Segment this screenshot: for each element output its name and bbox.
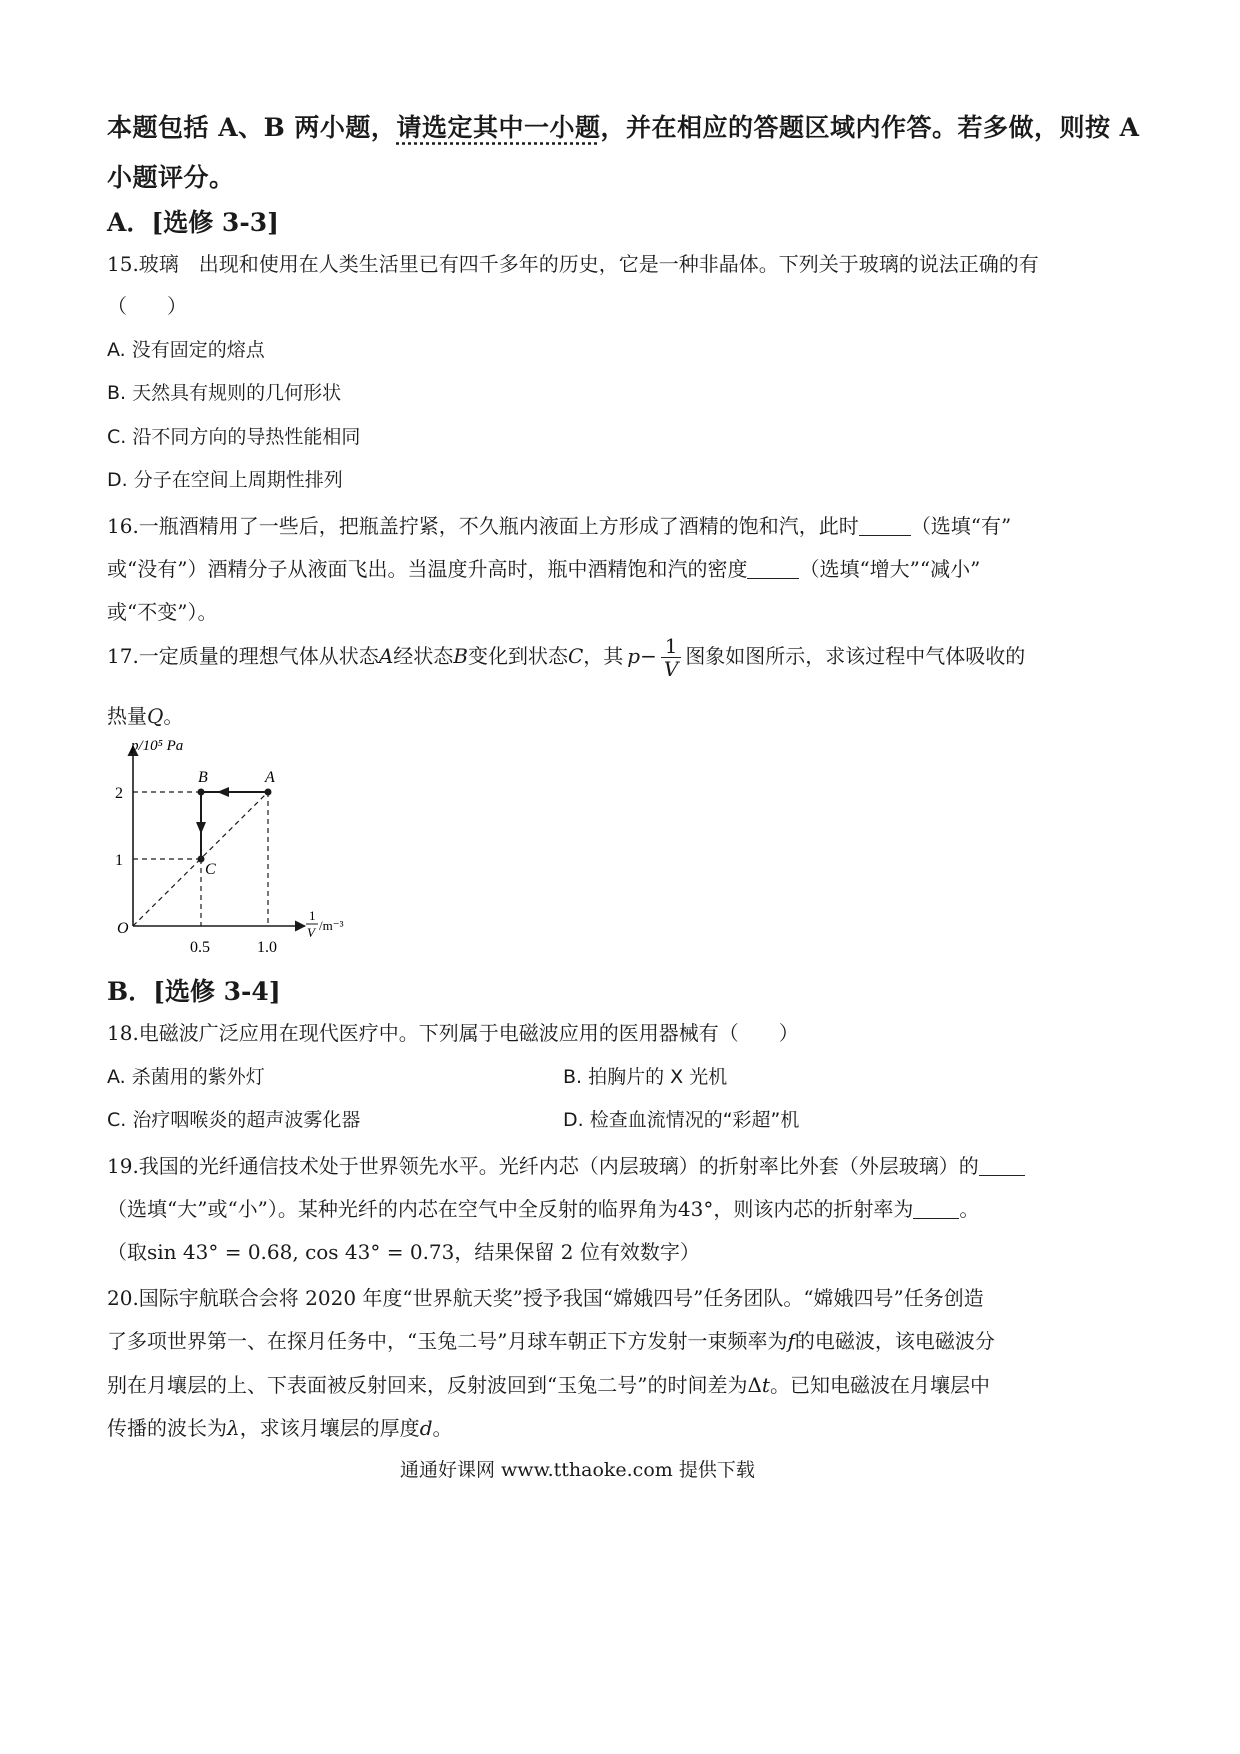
q15-option-b: B. 天然具有规则的几何形状	[107, 382, 342, 404]
q16-line-2	[107, 553, 980, 582]
q17-frac-den: V	[663, 657, 679, 681]
instructions-emphasis: 请选定其中一小题	[396, 113, 601, 142]
q20-line-1: 20.国际宇航联合会将 2020 年度“世界航天奖”授予我国“嫦娥四号”任务团队。“嫦娥四号”任务创造	[107, 1286, 984, 1310]
q20-var-t: t	[761, 1373, 770, 1397]
q16-line-1	[107, 510, 1011, 539]
x-axis-frac-num: 1	[309, 908, 316, 923]
x-axis-frac-den: V	[307, 925, 315, 940]
q17-line-1	[107, 633, 1025, 680]
q18-text: 18.电磁波广泛应用在现代医疗中。下列属于电磁波应用的医用器械有（ ）	[107, 1021, 799, 1045]
arrow-b-to-c	[196, 822, 206, 834]
q18-option-c: C. 治疗咽喉炎的超声波雾化器	[107, 1109, 361, 1131]
q20-text-7: 。	[432, 1416, 453, 1440]
q19-blank-1	[979, 1155, 1025, 1176]
q17-minus: −	[640, 644, 657, 668]
q20-text-3: 别在月壤层的上、下表面被反射回来，反射波回到“玉兔二号”的时间差为Δ	[107, 1373, 762, 1397]
q17-text-5: 图象如图所示，求该过程中气体吸收的	[685, 644, 1026, 668]
instructions-line-1	[107, 108, 1140, 144]
y-axis-label: p/10⁵ Pa	[131, 738, 184, 754]
q16-line-3: 或“不变”）。	[107, 600, 218, 624]
point-a-label: A	[265, 769, 275, 786]
q20-text-4: 。已知电磁波在月壤层中	[769, 1373, 990, 1397]
q18-option-a: A. 杀菌用的紫外灯	[107, 1066, 265, 1088]
q15-option-c: C. 沿不同方向的导热性能相同	[107, 426, 361, 448]
point-c	[198, 856, 205, 863]
q20-line-3	[107, 1369, 990, 1398]
section-b-title: B．[选修 3-4]	[107, 977, 281, 1006]
q20-line-2	[107, 1325, 995, 1354]
q15-option-a: A. 没有固定的熔点	[107, 339, 265, 361]
q18-option-d: D. 检查血流情况的“彩超”机	[563, 1109, 800, 1131]
x-tick-05: 0.5	[190, 939, 210, 956]
q19-line-3: （取sin 43° = 0.68, cos 43° = 0.73，结果保留 2 位有效数字）	[107, 1240, 700, 1264]
q17-pv-graph	[105, 728, 365, 968]
q17-text-1: 17.一定质量的理想气体从状态	[107, 644, 379, 668]
q17-var-q: Q	[147, 704, 164, 728]
q17-text-6: 热量	[107, 704, 147, 728]
q17-p-symbol: p	[627, 644, 641, 668]
point-a	[265, 789, 272, 796]
q16-text-4: （选填“增大”“减小”	[799, 557, 981, 581]
q20-text-1: 了多项世界第一、在探月任务中，“玉兔二号”月球车朝正下方发射一束频率为	[107, 1329, 788, 1353]
q17-fraction	[661, 635, 681, 680]
q16-blank-2	[747, 558, 799, 579]
q19-text-1: 19.我国的光纤通信技术处于世界领先水平。光纤内芯（内层玻璃）的折射率比外套（外层玻璃）的	[107, 1154, 979, 1178]
q16-text-2: （选填“有”	[910, 514, 1012, 538]
q19-blank-2	[913, 1198, 959, 1219]
q16-text-3: 或“没有”）酒精分子从液面飞出。当温度升高时，瓶中酒精饱和汽的密度	[107, 557, 748, 581]
q16-text-1: 16.一瓶酒精用了一些后，把瓶盖拧紧，不久瓶内液面上方形成了酒精的饱和汽，此时	[107, 514, 859, 538]
q17-line-2	[107, 700, 183, 729]
q17-frac-num: 1	[661, 635, 681, 658]
q17-text-3: 变化到状态	[467, 644, 568, 668]
y-tick-2: 2	[115, 785, 123, 802]
q17-text-2: 经状态	[393, 644, 454, 668]
q19-text-2: （选填“大”或“小”）。某种光纤的内芯在空气中全反射的临界角为43°，则该内芯的折射率为	[107, 1197, 914, 1221]
q20-var-d: d	[419, 1416, 433, 1440]
q19-line-1	[107, 1150, 1025, 1179]
q20-text-5: 传播的波长为	[107, 1416, 227, 1440]
q15-text: 15.玻璃 出现和使用在人类生活里已有四千多年的历史，它是一种非晶体。下列关于玻璃的说法正确的有	[107, 252, 1039, 276]
q20-var-lambda: λ	[227, 1416, 240, 1440]
q16-blank-1	[859, 515, 911, 536]
q17-var-c: C	[567, 644, 584, 668]
instructions-part-2: ，并在相应的答题区域内作答。若多做，则按 A	[600, 113, 1140, 142]
x-tick-10: 1.0	[257, 939, 277, 956]
instructions-line-2: 小题评分。	[107, 163, 235, 192]
q20-text-6: ，求该月壤层的厚度	[239, 1416, 420, 1440]
q20-line-4	[107, 1412, 453, 1441]
q17-text-4: ，其	[583, 644, 624, 668]
point-b	[198, 789, 205, 796]
q20-text-2: 的电磁波，该电磁波分	[794, 1329, 995, 1353]
q20-var-f: f	[787, 1329, 795, 1353]
q17-text-7: 。	[163, 704, 184, 728]
q17-var-b: B	[453, 644, 468, 668]
q17-var-a: A	[378, 644, 394, 668]
q15-option-d: D. 分子在空间上周期性排列	[107, 469, 343, 491]
origin-label: O	[117, 920, 129, 937]
arrow-a-to-b	[217, 787, 229, 797]
instructions-part-1: 本题包括 A、B 两小题，	[107, 113, 397, 142]
page-footer: 通通好课网 www.tthaoke.com 提供下载	[400, 1459, 755, 1481]
point-b-label: B	[198, 769, 208, 786]
q19-line-2	[107, 1193, 979, 1222]
section-a-title: A．[选修 3-3]	[107, 208, 279, 237]
point-c-label: C	[205, 861, 216, 878]
q18-option-b: B. 拍胸片的 X 光机	[563, 1066, 728, 1088]
q15-answer-paren: （ ）	[107, 294, 187, 318]
q19-text-3: 。	[959, 1197, 980, 1221]
x-axis-unit: /m⁻³	[319, 918, 344, 933]
y-tick-1: 1	[115, 852, 123, 869]
